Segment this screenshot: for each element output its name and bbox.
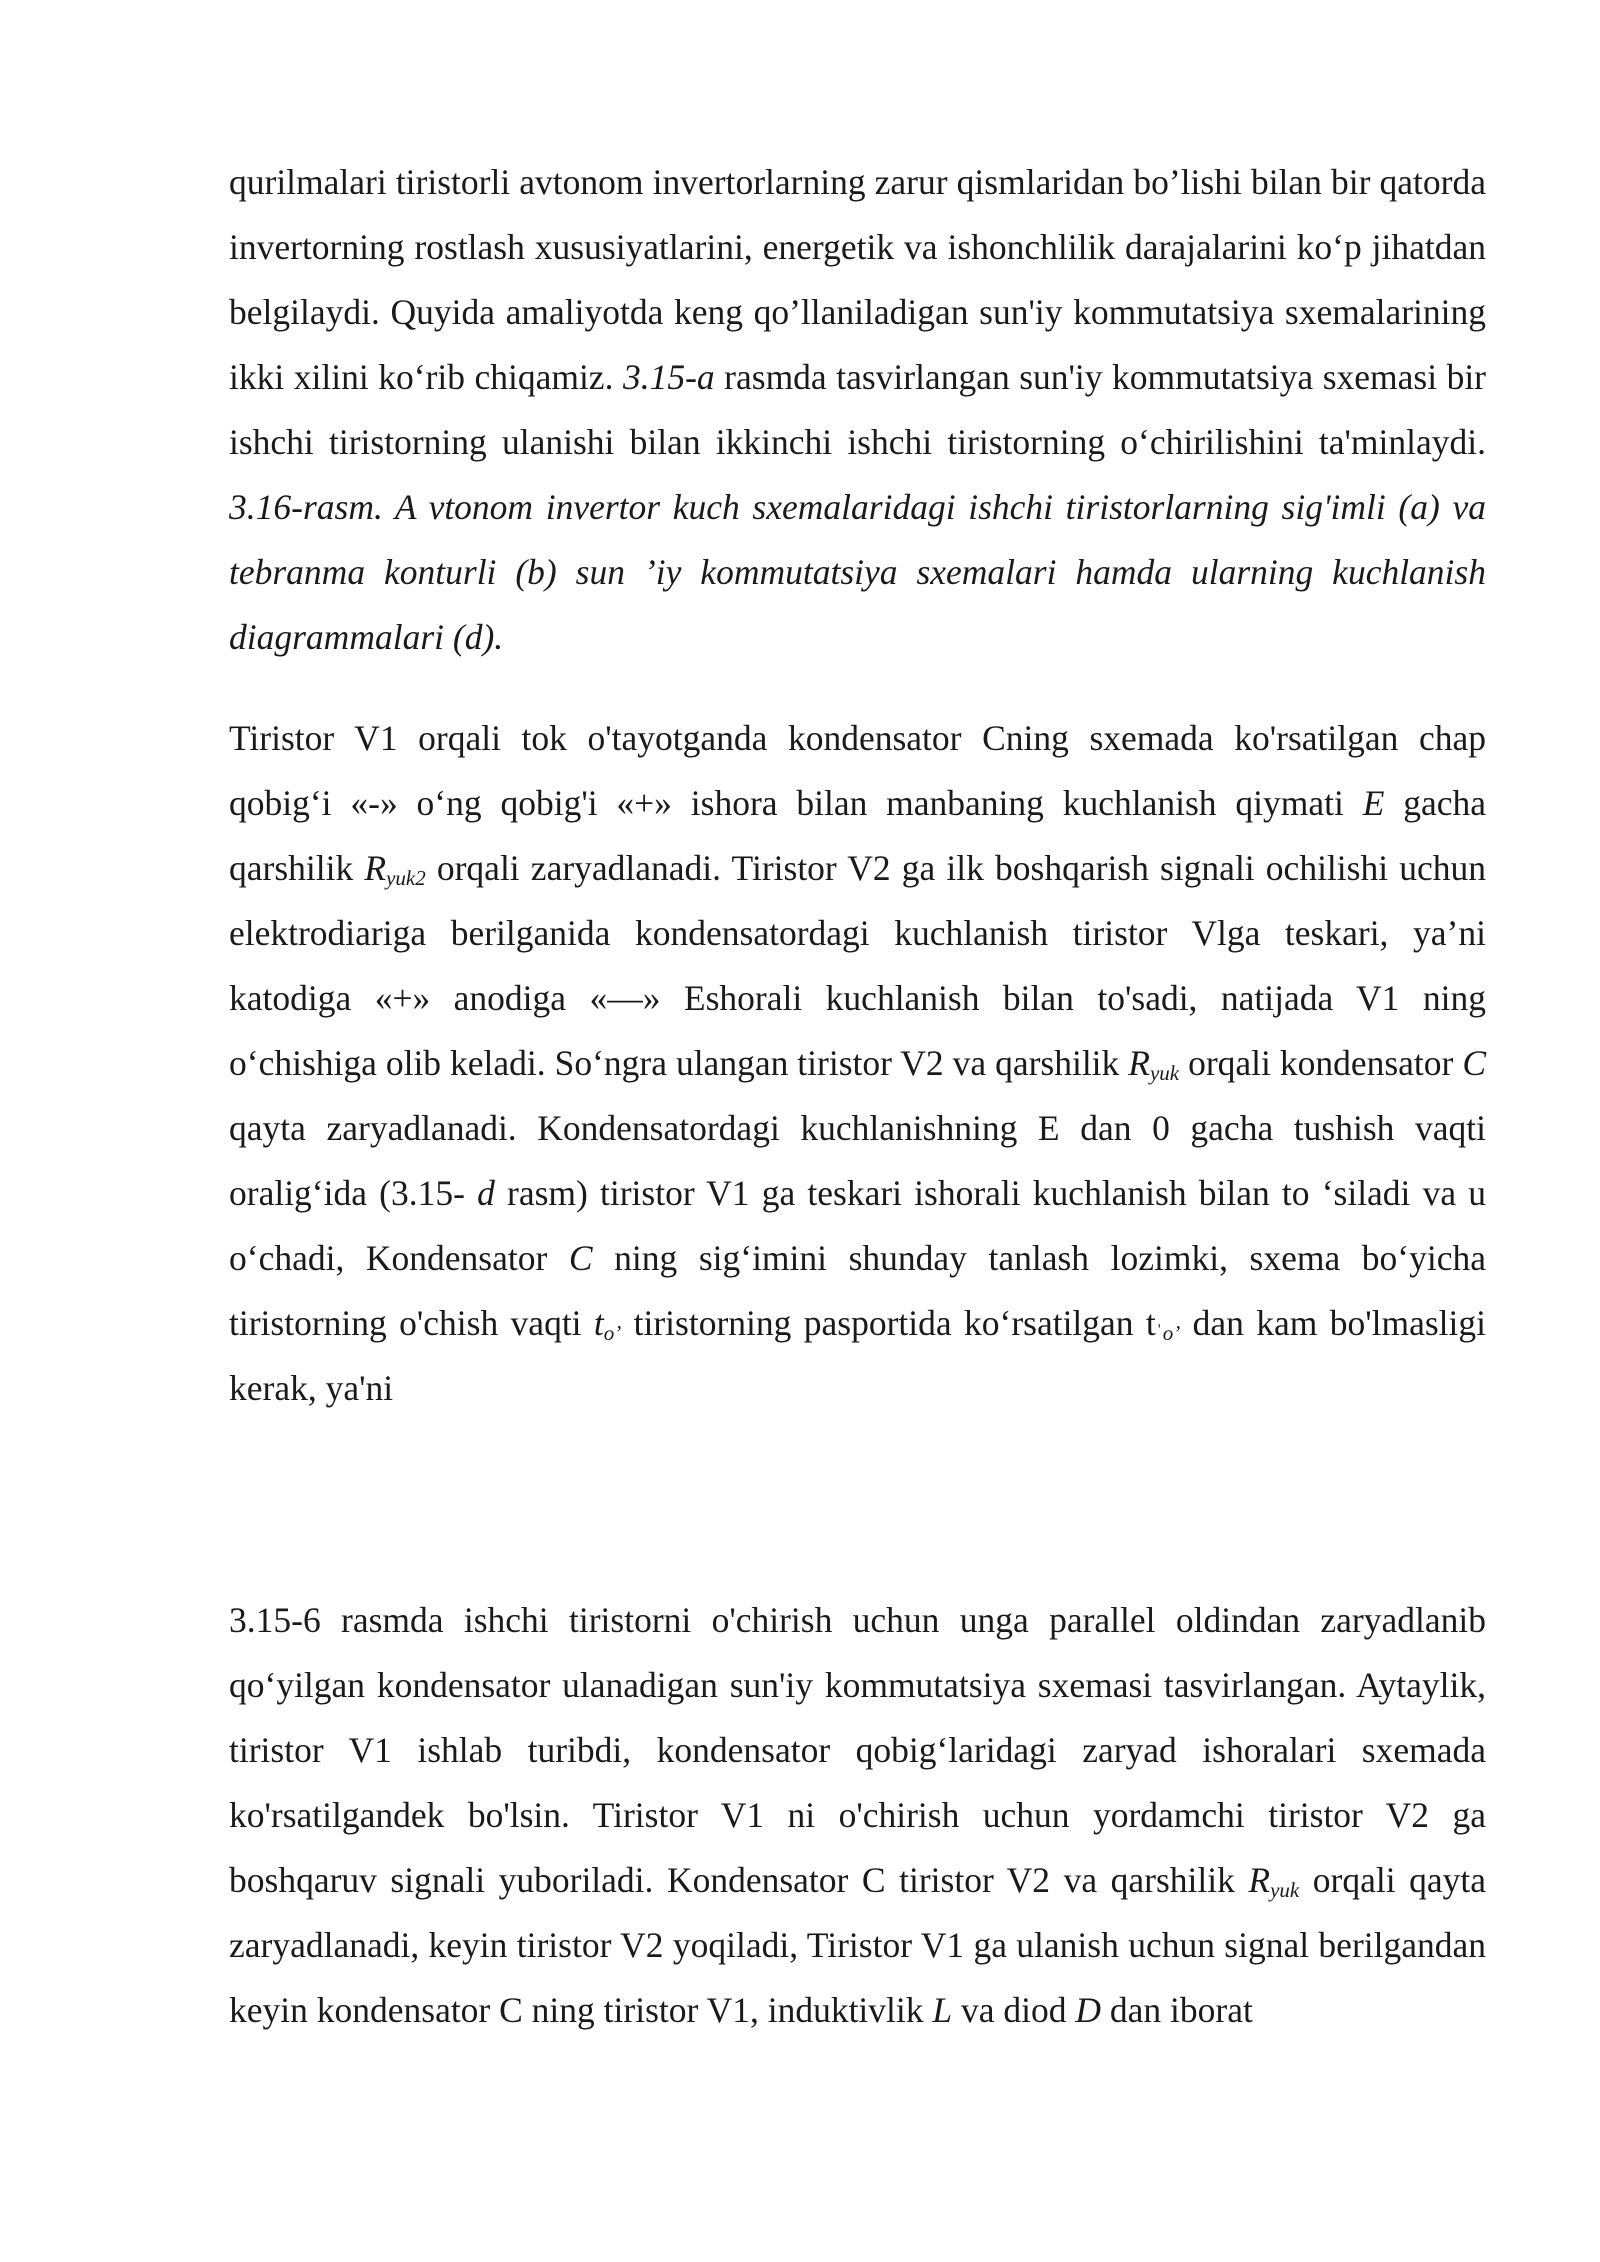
text-run: Tiristor V1 orqali tok o'tayotganda kondensator Cning sxemada ko'rsatilgan chap qobig‘i «-» o‘ng qobig'i «+» ishora bilan manbaning kuchlanish qiymati [229, 718, 1486, 823]
text-run: orqali kondensator [1179, 1043, 1463, 1083]
text-run: dan kam bo'lmasligi kerak, ya'ni [229, 1303, 1487, 1408]
text-run: tiristorning pasportida ko‘rsatilgan t [621, 1303, 1156, 1343]
figure-caption: 3.16-rasm. A vtonom invertor kuch sxemalaridagi ishchi tiristorlarning sig'imli (a) va tebranma konturli (b) sun ’iy kommutatsiya sxemalari hamda ularning kuchlanish diagrammalari (d). [229, 487, 1486, 657]
prime-mark: ˈ [1155, 1320, 1163, 1344]
symbol-E: E [1362, 783, 1385, 823]
symbol-D: D [1075, 1990, 1102, 2030]
text-run: qayta zaryadlanadi. Kondensatordagi kuchlanishning E dan 0 gacha tushish vaqti oralig‘ida (3.15- [229, 1108, 1486, 1213]
paragraph-tiristor-v1 [229, 706, 1486, 1421]
text-run: va diod [952, 1990, 1076, 2030]
text-run: orqali zaryadlanadi. Tiristor V2 ga ilk boshqarish signali ochilishi uchun elektrodiariga berilganida kondensatordagi kuchlanish tiristor Vlga teskari, ya’ni katodiga «+» anodiga «—» Eshorali kuchlanish bilan to'sadi, natijada V1 ning o‘chishiga olib keladi. So‘ngra ulangan tiristor V2 va qarshilik [229, 848, 1486, 1083]
subscript-o: o’ [1162, 1321, 1181, 1345]
document-page [229, 150, 1486, 2043]
subscript-o: o’ [603, 1321, 622, 1345]
intro-text: qurilmalari tiristorli avtonom invertorlarning zarur qismlaridan bo’lishi bilan bir qatorda invertorning rostlash xususiyatlarini, energetik va ishonchlilik darajalarini ko‘p jihatdan belgilaydi. Quyida amaliyotda keng qo’llaniladigan sun'iy kommutatsiya sxemalarining ikki xilini ko‘rib chiqamiz. [229, 162, 1486, 397]
symbol-C: C [1462, 1043, 1486, 1083]
paragraph-intro [229, 150, 1486, 670]
text-run: 3.15-6 rasmda ishchi tiristorni o'chirish uchun unga parallel oldindan zaryadlanib qo‘yilgan kondensator ulanadigan sun'iy kommutatsiya sxemasi tasvirlangan. Aytaylik, tiristor V1 ishlab turibdi, kondensator qobig‘laridagi zaryad ishoralari sxemada ko'rsatilgandek bo'lsin. Tiristor V1 ni o'chirish uchun yordamchi tiristor V2 ga boshqaruv signali yuboriladi. Kondensator C tiristor V2 va qarshilik [229, 1600, 1486, 1900]
text-run: orqali qayta zaryadlanadi, keyin tiristor V2 yoqiladi, Tiristor V1 ga ulanish uchun signal berilgandan keyin kondensator C ning tiristor V1, induktivlik [229, 1860, 1486, 2030]
symbol-t: t [593, 1303, 604, 1343]
symbol-R: R [364, 848, 387, 888]
symbol-L: L [932, 1990, 953, 2030]
subscript-yuk2: yuk2 [386, 866, 426, 890]
paragraph-3-15-6 [229, 1588, 1486, 2043]
intro-text-continued: rasmda tasvirlangan sun'iy kommutatsiya sxemasi bir ishchi tiristorning ulanishi bilan ikkinchi ishchi tiristorning o‘chirilishini ta'minlaydi. [229, 357, 1487, 462]
text-run: gacha qarshilik [229, 783, 1486, 888]
symbol-R: R [1128, 1043, 1150, 1083]
text-run: dan iborat [1101, 1990, 1253, 2030]
subscript-yuk: yuk [1270, 1878, 1300, 1902]
subscript-yuk: yuk [1149, 1061, 1180, 1085]
symbol-R: R [1248, 1860, 1271, 1900]
text-run: rasm) tiristor V1 ga teskari ishorali kuchlanish bilan to ‘siladi va u o‘chadi, Kondensator [229, 1173, 1486, 1278]
figure-ref-3-15-a: 3.15-a [622, 357, 715, 397]
text-run: ning sig‘imini shunday tanlash lozimki, sxema bo‘yicha tiristorning o'chish vaqti [229, 1238, 1486, 1343]
symbol-C: C [568, 1238, 593, 1278]
symbol-d: d [477, 1173, 495, 1213]
